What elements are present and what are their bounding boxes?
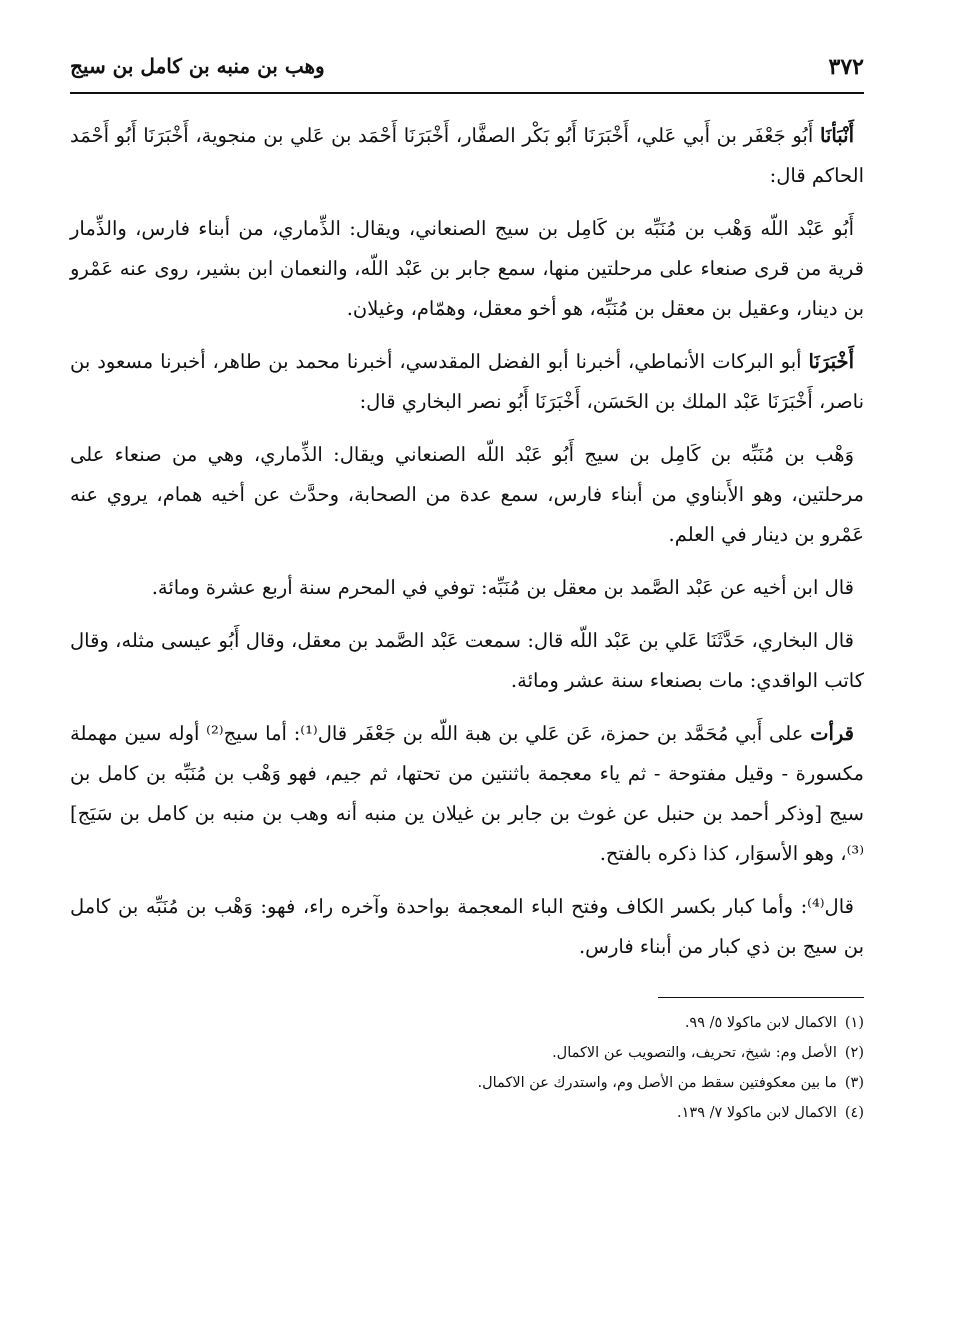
footnote-text: ما بين معكوفتين سقط من الأصل وم، واستدرك عن الاكمال.: [477, 1075, 837, 1091]
paragraph-text: قال ابن أخيه عن عَبْد الصَّمد بن معقل بن مُنَبِّه: توفي في المحرم سنة أربع عشرة ومائة.: [151, 576, 854, 599]
footnote: [70, 1038, 864, 1068]
paragraph-lead-word: قرأت: [810, 722, 854, 745]
paragraph: [70, 621, 864, 701]
footnote-number: (٢): [844, 1045, 864, 1061]
footnote-number: (٤): [844, 1105, 864, 1121]
footnotes: [70, 1008, 864, 1128]
footnote-number: (١): [844, 1015, 864, 1031]
paragraph: [70, 568, 864, 608]
footnote-number: (٣): [844, 1075, 864, 1091]
page-header: [70, 52, 864, 94]
running-title: وهب بن منبه بن كامل بن سيج: [70, 54, 325, 78]
paragraph: [70, 116, 864, 196]
paragraph: [70, 209, 864, 329]
paragraph: [70, 435, 864, 555]
paragraph: [70, 714, 864, 874]
paragraph-text: أَبُو عَبْد اللّه وَهْب بن مُنَبِّه بن كَامِل بن سيج الصنعاني، ويقال: الذِّماري، من أبناء فارس، والذِّمار قرية من قرى صنعاء على مرحلتين منها، سمع جابر بن عَبْد اللّه، والنعمان ابن بشير، روى عنه عَمْرو بن دينار، وعقيل بن معقل بن مُنَبِّه، هو أخو معقل، وهمّام، وغيلان.: [70, 217, 864, 320]
paragraph-text: قال⁽⁴⁾: وأما كبار بكسر الكاف وفتح الباء المعجمة بواحدة وآخره راء، فهو: وَهْب بن مُنَبِّه بن كامل بن سيج بن ذي كبار من أبناء فارس.: [70, 895, 864, 958]
paragraph-text: أبو البركات الأنماطي، أخبرنا أبو الفضل المقدسي، أخبرنا محمد بن طاهر، أخبرنا مسعود بن ناصر، أَخْبَرَنَا عَبْد الملك بن الحَسَن، أَخْبَرَنَا أَبُو نصر البخاري قال:: [70, 350, 864, 413]
paragraph-text: وَهْب بن مُنَبِّه بن كَامِل بن سيج أَبُو عَبْد اللّه الصنعاني ويقال: الذِّماري، وهي من صنعاء على مرحلتين، وهو الأَبناوي من أبناء فارس، سمع عدة من الصحابة، وحدَّث عن أخيه همام، يروي عنه عَمْرو بن دينار في العلم.: [70, 443, 864, 546]
footnote: [70, 1008, 864, 1038]
paragraph-lead-word: أَخْبَرَنَا: [808, 350, 854, 373]
footnote: [70, 1098, 864, 1128]
paragraph-text: أَبُو جَعْفَر بن أَبي عَلي، أَخْبَرَنَا أَبُو بَكْر الصفَّار، أَخْبَرَنَا أَحْمَد بن عَلي بن منجوية، أَخْبَرَنَا أَبُو أَحْمَد الحاكم قال:: [70, 124, 864, 187]
footnote-text: الاكمال لابن ماكولا ٥/ ٩٩.: [684, 1015, 837, 1031]
paragraph: [70, 887, 864, 967]
page-number: ٣٧٢: [828, 54, 864, 80]
footnote-text: الاكمال لابن ماكولا ٧/ ١٣٩.: [677, 1105, 837, 1121]
footnote-separator: [658, 997, 864, 998]
paragraph-text: قال البخاري، حَدَّثَنَا عَلي بن عَبْد اللّه قال: سمعت عَبْد الصَّمد بن معقل، وقال أَبُو عيسى مثله، وقال كاتب الواقدي: مات بصنعاء سنة عشر ومائة.: [70, 629, 864, 692]
footnote: [70, 1068, 864, 1098]
paragraph-lead-word: أَنْبَأنَا: [819, 124, 854, 147]
page-body: [70, 116, 864, 967]
paragraph-text: على أَبي مُحَمَّد بن حمزة، عَن عَلي بن هبة اللّه بن جَعْفَر قال⁽¹⁾: أما سيج⁽²⁾ أوله سين مهملة مكسورة - وقيل مفتوحة - ثم ياء معجمة باثنتين من تحتها، ثم جيم، فهو وَهْب بن مُنَبِّه بن كامل بن سيج [وذكر أحمد بن حنبل عن غوث بن جابر بن غيلان ين منبه أنه وهب بن منبه بن كامل بن سَيَج]⁽³⁾، وهو الأسوَار، كذا ذكره بالفتح.: [70, 722, 864, 865]
footnote-text: الأصل وم: شيخ، تحريف، والتصويب عن الاكمال.: [552, 1045, 837, 1061]
book-page: [70, 52, 864, 1128]
paragraph: [70, 342, 864, 422]
